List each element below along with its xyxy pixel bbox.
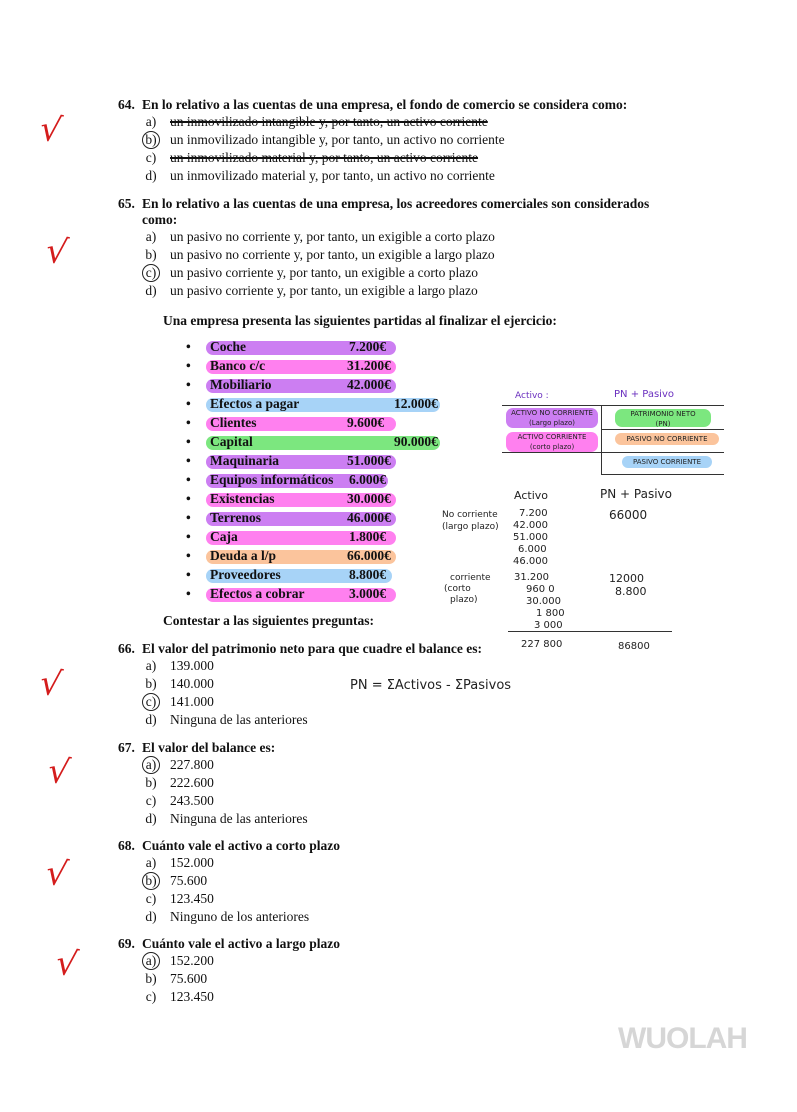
check-mark-icon: √ [43,852,71,896]
partida-value: 3.000€ [349,586,387,601]
note-text: (corto [444,584,471,594]
question-69 [118,936,340,952]
option-69-a[interactable] [144,953,324,969]
partida-name: Caja [210,529,238,544]
partida-value: 90.000€ [394,434,438,449]
question-number: 69. [118,936,135,951]
wuolah-watermark-logo: WUOLAH [618,1022,747,1055]
option-text: 222.600 [170,775,214,790]
note-pc-values [609,572,647,598]
partida-name: Equipos informáticos [210,472,334,487]
option-letter: c) [145,891,157,906]
option-letter: d) [145,811,157,826]
option-text: 227.800 [170,757,214,772]
option-64-b[interactable] [144,132,624,148]
note-total-activo: 227 800 [521,639,563,650]
option-text: 141.000 [170,694,214,709]
option-67-c[interactable] [144,793,324,809]
option-text: 123.450 [170,891,214,906]
bullet: • [186,510,191,525]
partida-item [186,586,446,602]
note-value: 3 000 [534,620,563,631]
bullet: • [186,472,191,487]
partida-value: 1.800€ [349,529,387,544]
partida-item [186,472,446,488]
option-text: un inmovilizado material y, por tanto, un activo no corriente [170,168,495,183]
note-text: ACTIVO NO CORRIENTE [511,409,593,417]
question-65-line2: como: [142,212,178,227]
note-text: PATRIMONIO NETO [630,410,696,418]
option-65-a[interactable] [144,229,624,245]
note-text: ACTIVO CORRIENTE [517,433,587,441]
option-letter: b) [145,132,157,147]
question-number: 65. [118,196,135,211]
partida-value: 8.800€ [349,567,387,582]
note-value: 6.000 [518,544,547,555]
option-text: 152.000 [170,855,214,870]
option-68-d[interactable] [144,909,344,925]
option-68-c[interactable] [144,891,324,907]
partida-value: 9.600€ [347,415,385,430]
option-text: un inmovilizado intangible y, por tanto, un activo corriente [170,114,488,129]
note-table-hline [502,405,724,406]
partida-value: 46.000€ [347,510,391,525]
partida-name: Banco c/c [210,358,266,373]
partida-item [186,358,446,374]
option-letter: d) [145,283,157,298]
partida-item [186,548,446,564]
question-number: 64. [118,97,135,112]
note-text: PASIVO CORRIENTE [632,458,702,466]
partida-name: Efectos a pagar [210,396,300,411]
option-66-b[interactable] [144,676,324,692]
option-letter: b) [145,676,157,691]
partida-name: Maquinaria [210,453,280,468]
partida-item [186,434,446,450]
bullet: • [186,339,191,354]
note-pasivo-no-corriente [615,433,719,445]
partida-name: Efectos a cobrar [210,586,305,601]
note-value: 1 800 [536,608,565,619]
note-table-hline [602,452,724,453]
option-text: 75.600 [170,971,208,986]
option-65-d[interactable] [144,283,624,299]
partida-name: Existencias [210,491,275,506]
bullet: • [186,434,191,449]
bullet: • [186,529,191,544]
option-letter: d) [145,909,157,924]
option-letter: a) [145,658,157,673]
note-value: 31.200 [514,572,549,583]
question-67 [118,740,275,756]
check-mark-icon: √ [37,662,65,706]
note-c-values [514,572,565,632]
option-letter: a) [145,114,157,129]
bullet: • [186,548,191,563]
partida-item [186,339,446,355]
note-value: 12000 [609,572,644,585]
partida-name: Terrenos [210,510,262,525]
partida-item [186,377,446,393]
option-text: 152.200 [170,953,214,968]
question-65 [118,196,649,212]
partida-name: Proveedores [210,567,281,582]
note-activo-col: Activo [514,489,548,502]
question-text: En lo relativo a las cuentas de una empresa, los acreedores comerciales son considerados [142,196,650,211]
note-value: 960 0 [526,584,555,595]
option-69-b[interactable] [144,971,324,987]
note-total-line [508,631,672,632]
note-value: 30.000 [526,596,561,607]
option-text: Ninguna de las anteriores [170,811,308,826]
option-66-c[interactable] [144,694,324,710]
note-text: (PN) [655,420,671,428]
partida-value: 42.000€ [347,377,391,392]
partida-name: Capital [210,434,253,449]
question-text: El valor del balance es: [142,740,276,755]
question-number: 67. [118,740,135,755]
option-64-c[interactable] [144,150,624,166]
partida-name: Deuda a l/p [210,548,277,563]
partida-value: 30.000€ [347,491,391,506]
note-text: corriente [450,573,491,583]
option-letter: b) [145,971,157,986]
question-68 [118,838,340,854]
note-pnc-value: 66000 [609,508,648,522]
partida-item [186,529,446,545]
note-no-corriente-label [442,509,499,533]
option-letter: a) [145,229,157,244]
option-letter: c) [145,989,157,1004]
partida-value: 31.200€ [347,358,391,373]
option-letter: d) [145,168,157,183]
partida-name: Coche [210,339,246,354]
note-value: 51.000 [513,532,548,543]
partida-name: Clientes [210,415,257,430]
option-letter: b) [145,873,157,888]
note-patrimonio-neto [615,409,711,427]
bullet: • [186,396,191,411]
partida-item [186,510,446,526]
check-mark-icon: √ [37,108,65,152]
partida-value: 6.000€ [349,472,387,487]
bullet: • [186,491,191,506]
partida-item [186,567,446,583]
option-letter: c) [145,265,157,280]
check-mark-icon: √ [53,942,81,986]
note-formula: PN = ΣActivos - ΣPasivos [350,678,512,693]
option-text: un pasivo corriente y, por tanto, un exigible a largo plazo [170,283,478,298]
partida-item [186,396,446,412]
partida-item [186,415,446,431]
question-64 [118,97,627,113]
option-letter: a) [145,855,157,870]
bullet: • [186,567,191,582]
bullet: • [186,586,191,601]
partida-item [186,453,446,469]
note-nc-values [513,508,548,568]
check-mark-icon: √ [43,230,71,274]
note-table-hline [502,452,602,453]
option-69-c[interactable] [144,989,324,1005]
bullet: • [186,377,191,392]
option-text: un pasivo no corriente y, por tanto, un exigible a largo plazo [170,247,495,262]
partidas-list [186,339,456,609]
option-68-b[interactable] [144,873,324,889]
partida-value: 7.200€ [349,339,387,354]
note-table-hline [602,429,724,430]
question-number: 66. [118,641,135,656]
option-66-d[interactable] [144,712,344,728]
question-text: En lo relativo a las cuentas de una empresa, el fondo de comercio se considera como: [142,97,628,112]
option-text: 140.000 [170,676,214,691]
option-64-a[interactable] [144,114,624,130]
option-text: 243.500 [170,793,214,808]
option-letter: a) [145,757,157,772]
option-text: un inmovilizado intangible y, por tanto, un activo no corriente [170,132,505,147]
partida-value: 51.000€ [347,453,391,468]
note-table-vline [601,405,602,475]
note-pn-pasivo-header: PN + Pasivo [614,389,674,400]
note-total-pasivo: 86800 [618,641,650,652]
note-value: 46.000 [513,556,548,567]
option-letter: c) [145,150,157,165]
option-text: un pasivo corriente y, por tanto, un exigible a corto plazo [170,265,479,280]
note-text: (corto plazo) [529,443,575,451]
partida-item [186,491,446,507]
note-activo-corriente [506,432,598,452]
option-letter: d) [145,712,157,727]
option-67-b[interactable] [144,775,324,791]
option-text: Ninguna de las anteriores [170,712,308,727]
note-text: PASIVO NO CORRIENTE [626,435,708,443]
option-67-d[interactable] [144,811,344,827]
option-text: un inmovilizado material y, por tanto, un activo corriente [170,150,479,165]
note-value: 8.800 [615,585,647,598]
option-66-a[interactable] [144,658,324,674]
note-value: 7.200 [519,508,548,519]
option-65-b[interactable] [144,247,624,263]
note-text: (largo plazo) [442,522,499,532]
partida-value: 12.000€ [394,396,438,411]
option-text: 75.600 [170,873,208,888]
option-text: 123.450 [170,989,214,1004]
note-value: 42.000 [513,520,548,531]
option-64-d[interactable] [144,168,624,184]
option-letter: b) [145,247,157,262]
option-65-c[interactable] [144,265,624,281]
bullet: • [186,358,191,373]
note-table-hline [602,474,724,475]
partida-name: Mobiliario [210,377,272,392]
note-pn-pasivo-col: PN + Pasivo [600,487,672,501]
option-text: un pasivo no corriente y, por tanto, un exigible a corto plazo [170,229,495,244]
question-text: Cuánto vale el activo a largo plazo [142,936,340,951]
note-activo-header: Activo : [515,391,549,401]
option-68-a[interactable] [144,855,324,871]
option-text: 139.000 [170,658,214,673]
option-letter: b) [145,775,157,790]
question-text: Cuánto vale el activo a corto plazo [142,838,340,853]
option-text: Ninguno de los anteriores [170,909,310,924]
question-number: 68. [118,838,135,853]
bullet: • [186,453,191,468]
option-letter: c) [145,694,157,709]
note-corriente-label [444,573,491,606]
note-text: No corriente [442,510,498,520]
partida-value: 66.000€ [347,548,391,563]
bullet: • [186,415,191,430]
note-text: plazo) [450,595,478,605]
question-text: El valor del patrimonio neto para que cuadre el balance es: [142,641,482,656]
note-activo-no-corriente [506,408,598,428]
note-pasivo-corriente [622,456,712,468]
note-text: (Largo plazo) [529,419,575,427]
contestar-heading: Contestar a las siguientes preguntas: [163,613,375,628]
question-66 [118,641,482,657]
partidas-intro: Una empresa presenta las siguientes partidas al finalizar el ejercicio: [163,313,557,328]
option-67-a[interactable] [144,757,324,773]
option-letter: c) [145,793,157,808]
check-mark-icon: √ [45,750,73,794]
option-letter: a) [145,953,157,968]
